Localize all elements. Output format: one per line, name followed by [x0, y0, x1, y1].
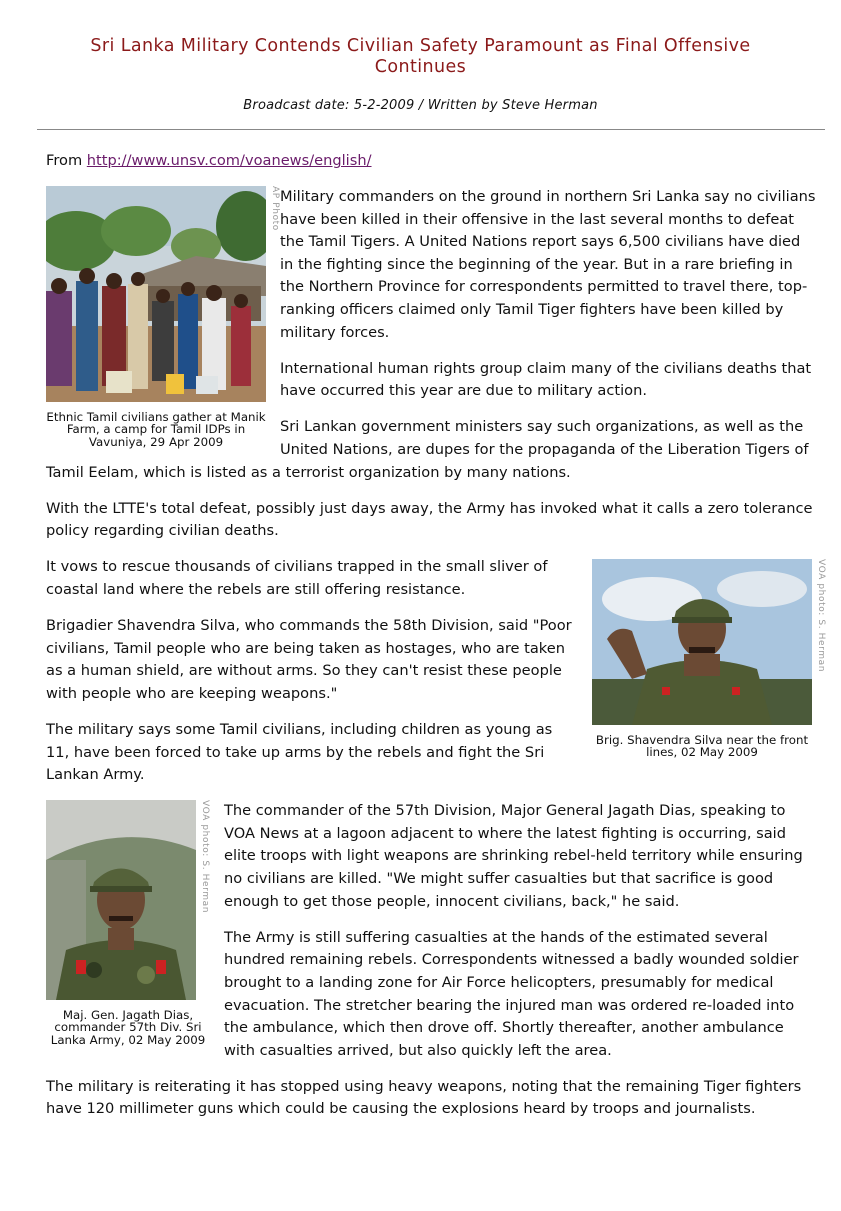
- paragraph: The military is reiterating it has stopped using heavy weapons, noting that the remaining Tiger fighters have 120 millimeter guns which could be causing the explosions heard by troops and journalists.: [46, 1077, 802, 1118]
- paragraph: Military commanders on the ground in northern Sri Lanka say no civilians have been killed in their offensive in the last several months to defeat the Tamil Tigers. A United Nations report says 6,500 civilians have died in the fighting since the beginning of the year. But in a rare briefing in the Northern Province for correspondents permitted to travel there, top-ranking officers claimed only Tamil Tiger fighters have been killed by military forces.: [280, 188, 816, 341]
- figure-dias: [46, 800, 210, 1046]
- article-body: [46, 150, 826, 1134]
- paragraph: It vows to rescue thousands of civilians trapped in the small sliver of coastal land where the rebels are still offering resistance.: [46, 558, 548, 598]
- photo-caption: Maj. Gen. Jagath Dias, commander 57th Div. Sri Lanka Army, 02 May 2009: [50, 1007, 206, 1047]
- paragraph: Brigadier Shavendra Silva, who commands the 58th Division, said "Poor civilians, Tamil people who are being taken as hostages, who are taken as a human shield, are without arms. So they can't resist these people with people who are keeping weapons.": [46, 617, 572, 702]
- photo-dias: [46, 800, 196, 1000]
- paragraph: The military says some Tamil civilians, including children as young as 11, have been forced to take up arms by the rebels and fight the Sri Lankan Army.: [46, 720, 553, 784]
- paragraph: With the LTTE's total defeat, possibly just days away, the Army has invoked what it calls a zero tolerance policy regarding civilian deaths.: [46, 499, 813, 540]
- paragraph: Sri Lankan government ministers say such organizations, as well as the United Nations, are dupes for the propaganda of the Liberation Tigers of Tamil Eelam, which is listed as a terrorist organization by many nations.: [46, 418, 809, 481]
- figure-silva: [592, 559, 826, 760]
- photo-credit: VOA photo: S. Herman: [200, 800, 210, 914]
- photo-idp-camp: [46, 186, 266, 402]
- article-header: [0, 0, 841, 113]
- article-title: Sri Lanka Military Contends Civilian Safety Paramount as Final Offensive Continues: [90, 36, 751, 77]
- figure-idp-camp: [46, 186, 280, 449]
- photo-credit: AP Photo: [270, 186, 280, 232]
- photo-credit: VOA photo: S. Herman: [816, 559, 826, 673]
- source-label: From: [46, 152, 87, 169]
- header-divider: [37, 129, 825, 130]
- photo-silva: [592, 559, 812, 725]
- source-line: [46, 150, 816, 173]
- paragraph: International human rights group claim many of the civilians deaths that have occurred this year are due to military action.: [280, 359, 812, 400]
- photo-caption: Brig. Shavendra Silva near the front lines, 02 May 2009: [595, 732, 809, 760]
- paragraph: The commander of the 57th Division, Major General Jagath Dias, speaking to VOA News at a lagoon adjacent to where the latest fighting is occurring, said elite troops with light weapons are shrinking rebel-held territory while ensuring no civilians are killed. "We might suffer casualties but that sacrifice is good enough to get those people, innocent civilians, back," he said.: [224, 802, 803, 910]
- paragraph: The Army is still suffering casualties at the hands of the estimated several hundred remaining rebels. Correspondents witnessed a badly wounded soldier brought to a landing zone for Air Force helicopters, presumably for medical evacuation. The stretcher bearing the injured man was ordered re-loaded into the ambulance, which then drove off. Shortly thereafter, another ambulance with casualties arrived, but also quickly left the area.: [224, 928, 799, 1059]
- photo-caption: Ethnic Tamil civilians gather at Manik Farm, a camp for Tamil IDPs in Vavuniya, 29 Apr 2009: [46, 409, 266, 449]
- byline: Broadcast date: 5-2-2009 / Written by Steve Herman: [243, 98, 598, 113]
- source-link[interactable]: http://www.unsv.com/voanews/english/: [86, 152, 372, 169]
